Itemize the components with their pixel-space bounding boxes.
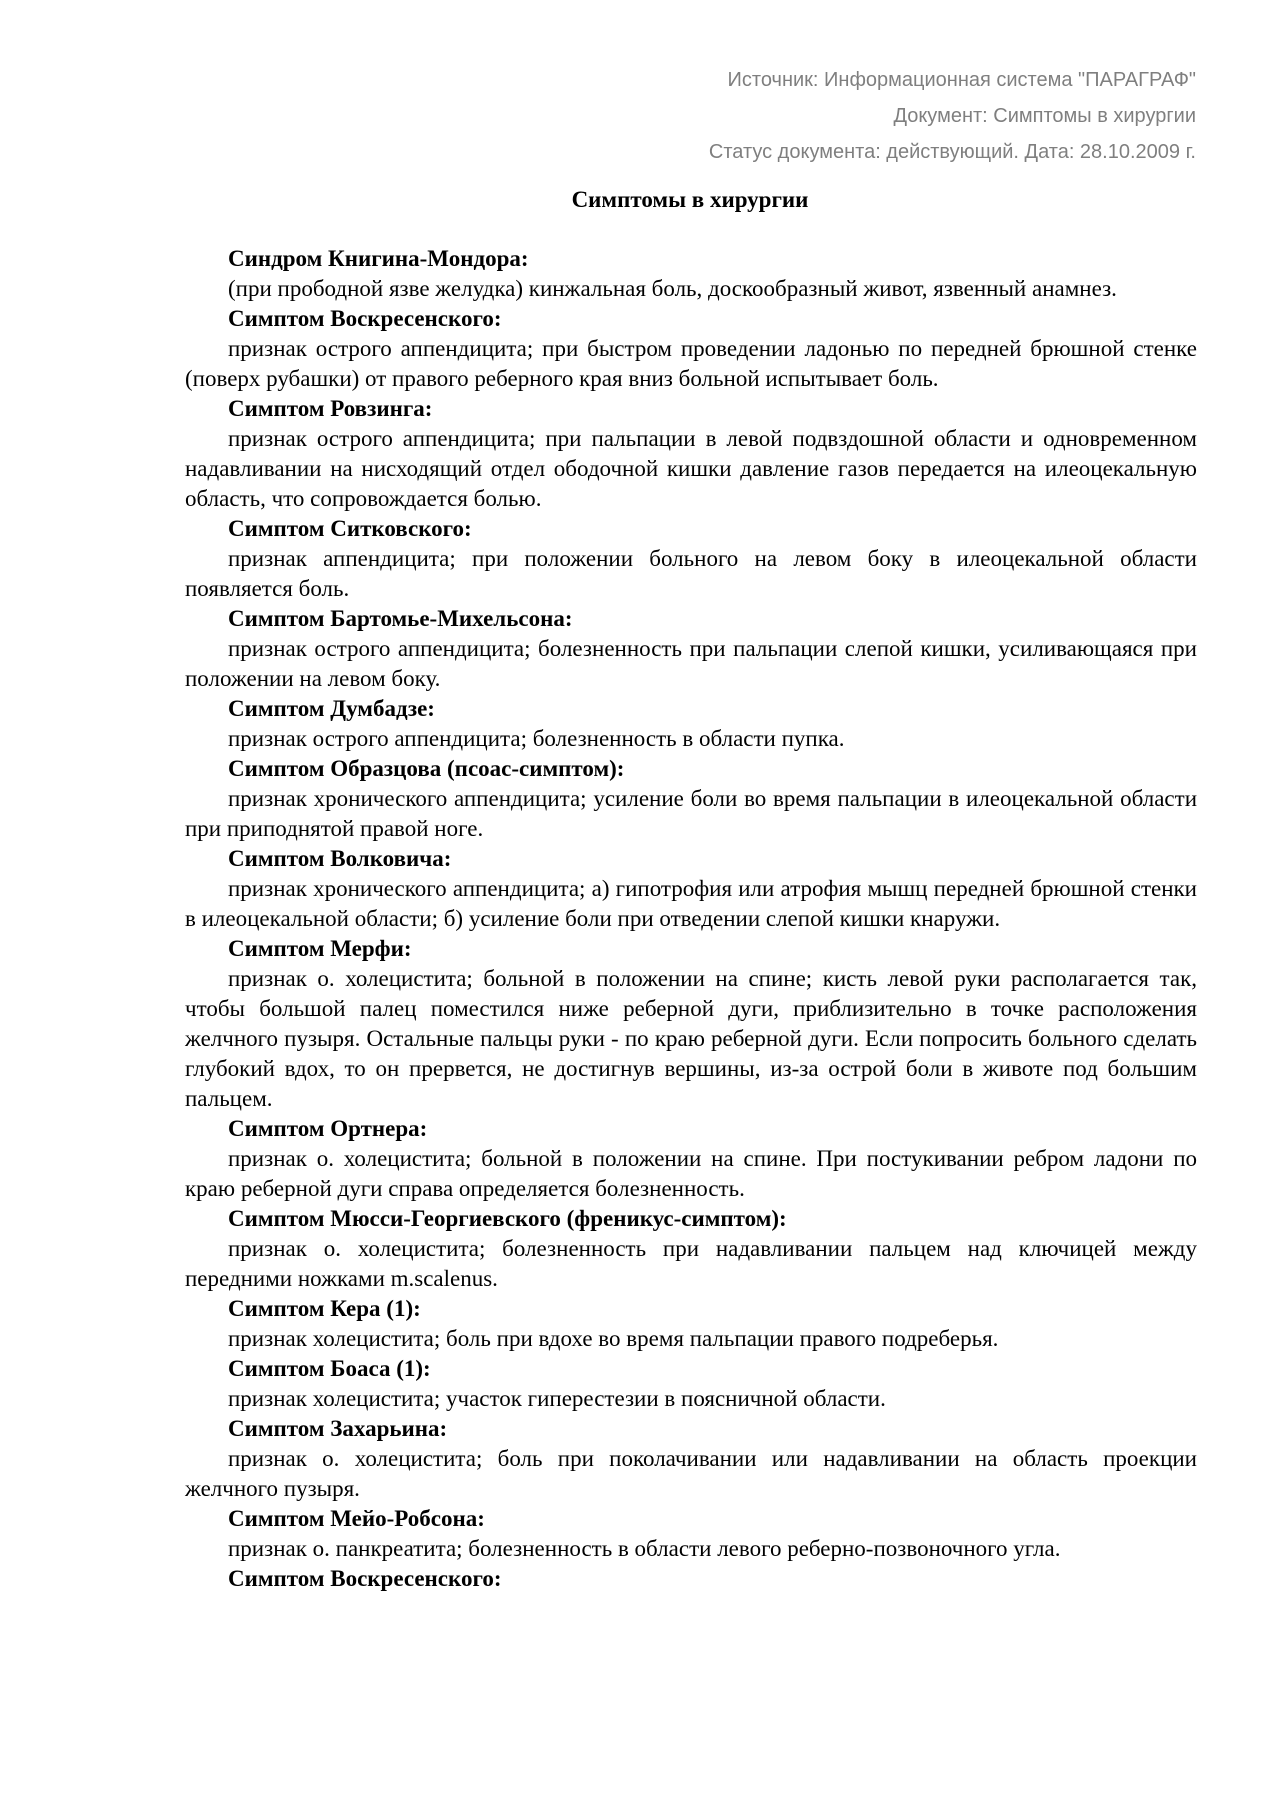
entry-text: (при прободной язве желудка) кинжальная боль, доскообразный живот, язвенный анамнез.: [228, 276, 1117, 301]
entry-heading: Симптом Воскресенского:: [228, 306, 502, 331]
entry-mussy-georgievsky: [185, 1204, 1197, 1294]
document-meta: [709, 62, 1196, 170]
meta-document: Документ: Симптомы в хирургии: [893, 105, 1196, 127]
entry-text: признак аппендицита; при положении больного на левом боку в илеоцекальной области появляется боль.: [185, 546, 1197, 601]
entry-heading: Симптом Бартомье-Михельсона:: [228, 606, 573, 631]
entry-text: признак о. панкреатита; болезненность в области левого реберно-позвоночного угла.: [228, 1536, 1061, 1561]
document-body: [185, 244, 1197, 1594]
entry-mayo-robson: [185, 1504, 1197, 1564]
entry-text: признак острого аппендицита; болезненность в области пупка.: [228, 726, 845, 751]
entry-text: признак острого аппендицита; болезненность при пальпации слепой кишки, усиливающаяся при положении на левом боку.: [185, 636, 1197, 691]
entry-rovsing: [185, 394, 1197, 514]
entry-obraztsov: [185, 754, 1197, 844]
entry-heading: Симптом Ортнера:: [228, 1116, 428, 1141]
entry-text: признак о. холецистита; боль при поколачивании или надавливании на область проекции желчного пузыря.: [185, 1446, 1197, 1501]
meta-status: Статус документа: действующий. Дата: 28.10.2009 г.: [708, 141, 1196, 163]
entry-heading: Симптом Ситковского:: [228, 516, 472, 541]
entry-boas: [185, 1354, 1197, 1414]
entry-text: признак хронического аппендицита; а) гипотрофия или атрофия мышц передней брюшной стенки в илеоцекальной области; б) усиление боли при отведении слепой кишки кнаружи.: [185, 876, 1197, 931]
entry-heading: Симптом Ровзинга:: [228, 396, 433, 421]
entry-heading: Симптом Мерфи:: [228, 936, 412, 961]
entry-heading: Синдром Книгина-Мондора:: [228, 246, 529, 271]
entry-text: признак хронического аппендицита; усиление боли во время пальпации в илеоцекальной области при приподнятой правой ноге.: [185, 786, 1197, 841]
entry-knigin-mondor: [185, 244, 1197, 304]
entry-text: признак острого аппендицита; при быстром проведении ладонью по передней брюшной стенке (поверх рубашки) от правого реберного края вниз больной испытывает боль.: [185, 336, 1197, 391]
entry-heading: Симптом Волковича:: [228, 846, 452, 871]
entry-text: признак холецистита; боль при вдохе во время пальпации правого подреберья.: [228, 1326, 999, 1351]
entry-zakharyin: [185, 1414, 1197, 1504]
entry-heading: Симптом Образцова (псоас-симптом):: [228, 756, 625, 781]
entry-bartomier-michelson: [185, 604, 1197, 694]
entry-volkovich: [185, 844, 1197, 934]
entry-text: признак о. холецистита; больной в положении на спине; кисть левой руки располагается так, чтобы большой палец поместился ниже реберной дуги, приблизительно в точке расположения желчного пузыря. Остальные пальцы руки - по краю реберной дуги. Если попросить больного сделать глубокий вдох, то он прервется, не достигнув вершины, из-за острой боли в животе под большим пальцем.: [185, 966, 1197, 1111]
entry-ortner: [185, 1114, 1197, 1204]
entry-heading: Симптом Кера (1):: [228, 1296, 421, 1321]
entry-voskresensky: [185, 304, 1197, 394]
entry-text: признак о. холецистита; больной в положении на спине. При постукивании ребром ладони по краю реберной дуги справа определяется болезненность.: [185, 1146, 1197, 1201]
entry-heading: Симптом Мюсси-Георгиевского (френикус-симптом):: [228, 1206, 787, 1231]
entry-sitkovsky: [185, 514, 1197, 604]
entry-voskresensky-2: [185, 1564, 1197, 1594]
entry-heading: Симптом Воскресенского:: [228, 1566, 502, 1591]
entry-text: признак острого аппендицита; при пальпации в левой подвздошной области и одновременном надавливании на нисходящий отдел ободочной кишки давление газов передается на илеоцекальную область, что сопровождается болью.: [185, 426, 1197, 511]
entry-dumbadze: [185, 694, 1197, 754]
entry-heading: Симптом Мейо-Робсона:: [228, 1506, 485, 1531]
entry-text: признак холецистита; участок гиперестезии в поясничной области.: [228, 1386, 886, 1411]
entry-heading: Симптом Думбадзе:: [228, 696, 435, 721]
meta-source: Источник: Информационная система "ПАРАГРАФ": [727, 69, 1196, 91]
entry-heading: Симптом Захарьина:: [228, 1416, 448, 1441]
entry-kehr: [185, 1294, 1197, 1354]
entry-heading: Симптом Боаса (1):: [228, 1356, 431, 1381]
page-title: Симптомы в хирургии: [571, 187, 809, 212]
entry-murphy: [185, 934, 1197, 1114]
entry-text: признак о. холецистита; болезненность при надавливании пальцем над ключицей между передними ножками m.scalenus.: [185, 1236, 1197, 1291]
